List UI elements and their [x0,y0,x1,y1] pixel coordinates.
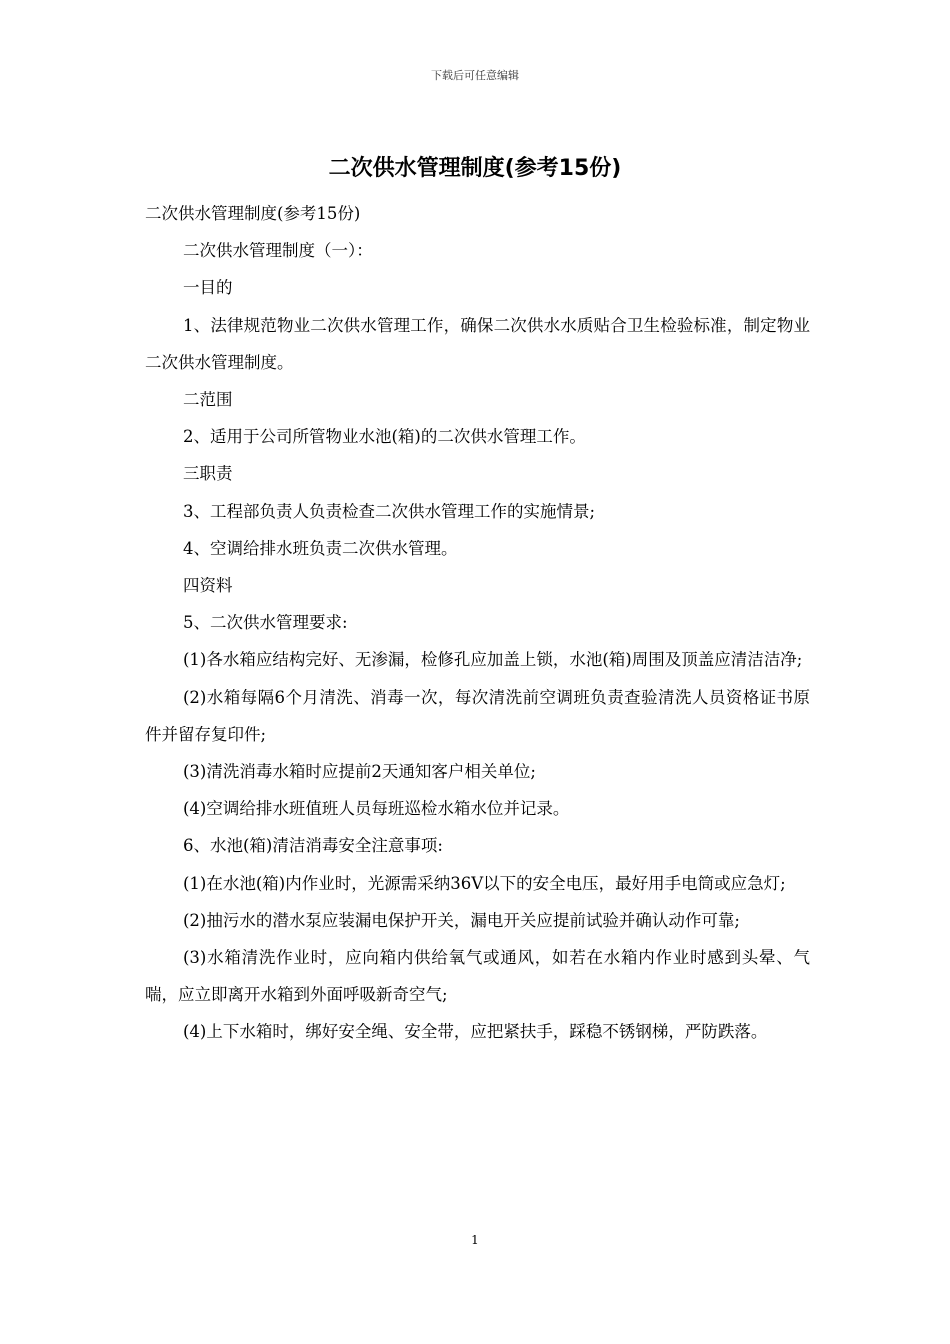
paragraph: 二范围 [183,390,233,410]
paragraph: 2、适用于公司所管物业水池(箱)的二次供水管理工作。 [183,427,586,447]
paragraph: (2)水箱每隔6个月清洗、消毒一次，每次清洗前空调班负责查验清洗人员资格证书原件并留存复印件; [145,687,810,744]
page-number: 1 [471,1233,479,1247]
paragraph: 三职责 [183,464,233,484]
paragraph: 二次供水管理制度(参考15份) [145,204,361,223]
paragraph: (3)清洗消毒水箱时应提前2天通知客户相关单位; [183,762,536,782]
paragraph: 3、工程部负责人负责检查二次供水管理工作的实施情景; [183,501,596,521]
document-title: 二次供水管理制度(参考15份) [328,156,622,181]
paragraph: 5、二次供水管理要求: [183,613,348,633]
paragraph: (2)抽污水的潜水泵应装漏电保护开关，漏电开关应提前试验并确认动作可靠; [183,910,740,930]
paragraph: 一目的 [183,278,233,298]
paragraph: (1)各水箱应结构完好、无渗漏，检修孔应加盖上锁，水池(箱)周围及顶盖应清洁洁净; [183,650,803,670]
paragraph: 1、法律规范物业二次供水管理工作，确保二次供水水质贴合卫生检验标准，制定物业二次供水管理制度。 [145,315,810,372]
paragraph: (4)空调给排水班值班人员每班巡检水箱水位并记录。 [183,799,570,819]
paragraph: 4、空调给排水班负责二次供水管理。 [183,538,458,558]
paragraph: (4)上下水箱时，绑好安全绳、安全带，应把紧扶手，踩稳不锈钢梯，严防跌落。 [183,1022,768,1042]
paragraph: (3)水箱清洗作业时，应向箱内供给氧气或通风，如若在水箱内作业时感到头晕、气喘，应立即离开水箱到外面呼吸新奇空气; [145,948,810,1005]
paragraph: 四资料 [183,576,233,596]
document-body [145,195,810,1051]
paragraph: (1)在水池(箱)内作业时，光源需采纳36V以下的安全电压，最好用手电筒或应急灯; [183,873,786,893]
header-note: 下载后可任意编辑 [431,69,519,82]
paragraph: 二次供水管理制度（一）： [183,241,373,261]
paragraph: 6、水池(箱)清洁消毒安全注意事项: [183,836,443,856]
